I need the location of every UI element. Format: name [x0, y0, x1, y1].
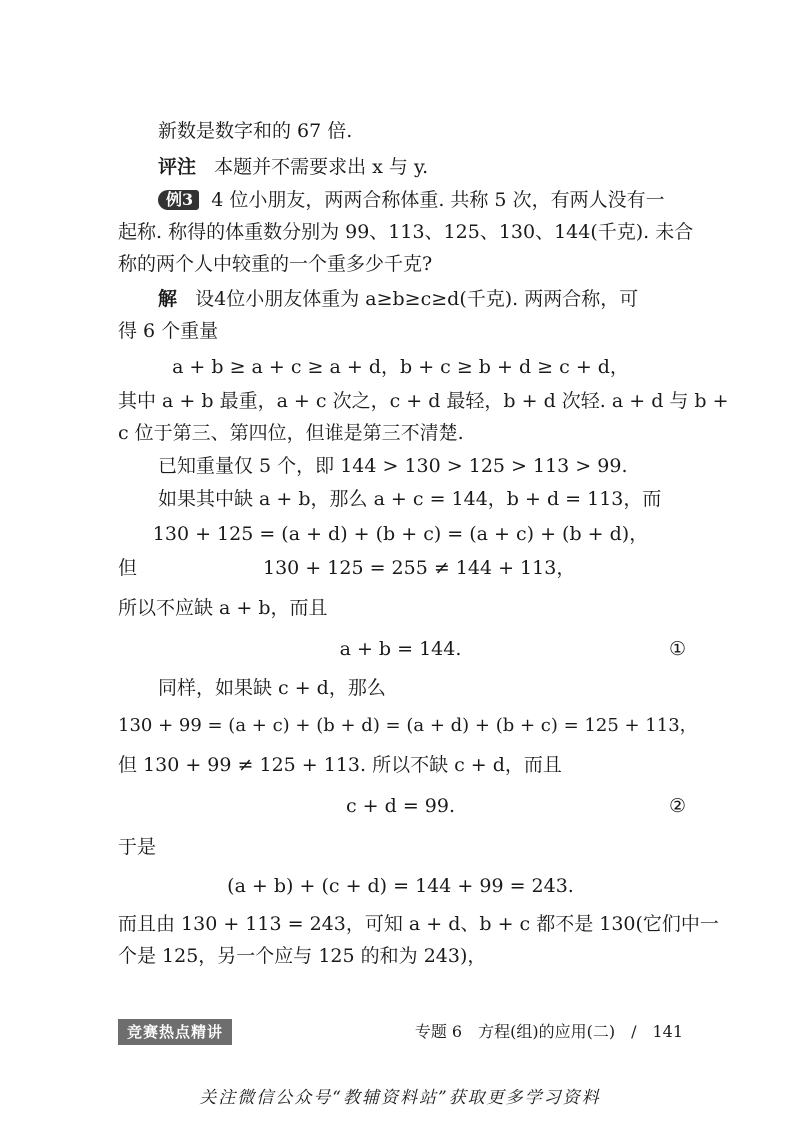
- equation: c + d = 99.: [345, 795, 456, 817]
- text-line: c 位于第三、第四位，但谁是第三不清楚.: [118, 422, 464, 444]
- equation: 130 + 125 = 255 ≠ 144 + 113，: [263, 557, 576, 579]
- comment-text: 本题并不需要求出 x 与 y.: [214, 156, 429, 178]
- text-line: 起称. 称得的体重数分别为 99、113、125、130、144(千克). 未合: [118, 221, 694, 243]
- text-line: 得 6 个重量: [118, 320, 219, 342]
- running-footer: 专题 6 方程(组)的应用(二) / 141: [414, 1022, 683, 1041]
- text-line: 称的两个人中较重的一个重多少千克?: [118, 253, 433, 275]
- text-line: 所以不应缺 a + b，而且: [118, 597, 328, 619]
- watermark-text: 关注微信公众号“教辅资料站”获取更多学习资料: [199, 1088, 601, 1108]
- text-line: 同样，如果缺 c + d，那么: [158, 677, 386, 699]
- equation-prefix: 但: [118, 557, 138, 579]
- solution-label: 解: [158, 288, 178, 310]
- example-line: [158, 187, 683, 213]
- equation: 130 + 125 = (a + d) + (b + c) = (a + c) + (b + d)，: [152, 523, 649, 545]
- text-line: 而且由 130 + 113 = 243，可知 a + d、b + c 都不是 130(它们中一: [118, 913, 719, 935]
- comment-line: [158, 154, 723, 180]
- text-line: 个是 125，另一个应与 125 的和为 243)，: [118, 945, 487, 967]
- text-line: 新数是数字和的 67 倍.: [158, 120, 353, 142]
- text-line: 已知重量仅 5 个，即 144 > 130 > 125 > 113 > 99.: [158, 455, 628, 477]
- example-text: 4 位小朋友，两两合称体重. 共称 5 次，有两人没有一: [211, 189, 665, 211]
- section-tag: 竞赛热点精讲: [118, 1019, 232, 1045]
- equation-number: ②: [668, 795, 686, 817]
- equation: 130 + 99 = (a + c) + (b + d) = (a + d) + (b + c) = 125 + 113，: [118, 715, 698, 736]
- equation-row: [118, 555, 683, 581]
- equation: a + b = 144.: [339, 638, 462, 660]
- solution-text: 设4位小朋友体重为 a≥b≥c≥d(千克). 两两合称，可: [195, 288, 639, 310]
- example-badge: 例3: [158, 190, 199, 210]
- equation-number: ①: [668, 638, 686, 660]
- text-line: 其中 a + b 最重，a + c 次之，c + d 最轻，b + d 次轻. a + d 与 b +: [118, 390, 729, 412]
- text-line: 但 130 + 99 ≠ 125 + 113. 所以不缺 c + d，而且: [118, 754, 562, 776]
- comment-label: 评注: [158, 156, 197, 178]
- equation: a + b ≥ a + c ≥ a + d，b + c ≥ b + d ≥ c + d，: [172, 356, 629, 378]
- text-line: 于是: [118, 836, 157, 858]
- equation: (a + b) + (c + d) = 144 + 99 = 243.: [227, 875, 574, 897]
- text-line: 如果其中缺 a + b，那么 a + c = 144，b + d = 113，而: [158, 488, 662, 510]
- solution-line: [158, 286, 683, 312]
